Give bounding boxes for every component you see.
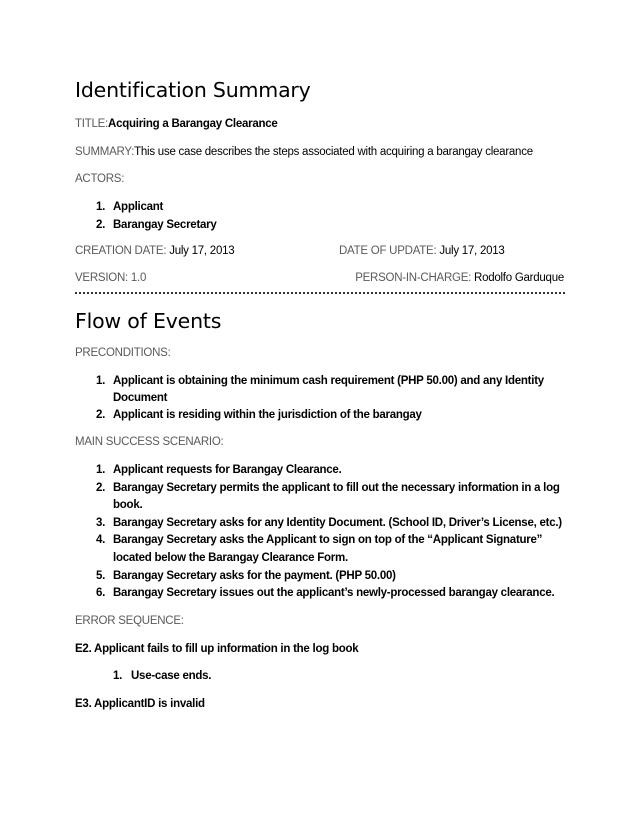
- actors-label: ACTORS:: [75, 173, 125, 185]
- scenario-item: Barangay Secretary asks the Applicant to sign on top of the “Applicant Signature”: [113, 534, 543, 546]
- actor-number: 1.: [96, 201, 106, 213]
- person-in-charge-value: Rodolfo Garduque: [471, 272, 564, 284]
- summary-value: This use case describes the steps associated with acquiring a barangay clearance: [134, 146, 533, 158]
- scenario-item: Barangay Secretary asks for the payment. (PHP 50.00): [113, 570, 396, 582]
- preconditions-label: PRECONDITIONS:: [75, 347, 171, 359]
- scenario-item-cont: located below the Barangay Clearance Form.: [113, 552, 348, 564]
- update-date-line: [339, 245, 505, 257]
- scenario-item-cont: book.: [113, 499, 143, 511]
- section-divider: [75, 292, 565, 294]
- creation-date-label: CREATION DATE:: [75, 245, 167, 257]
- update-date-value: July 17, 2013: [436, 245, 505, 257]
- error-step-item: Use-case ends.: [131, 670, 212, 682]
- update-date-label: DATE OF UPDATE:: [339, 245, 437, 257]
- person-in-charge-line: [355, 272, 564, 284]
- error-e2-title: E2. Applicant fails to fill up information in the log book: [75, 643, 359, 655]
- error-sequence-label: ERROR SEQUENCE:: [75, 615, 184, 627]
- identification-summary-heading: Identification Summary: [75, 78, 311, 102]
- precondition-number: 2.: [96, 409, 106, 421]
- actor-item: Barangay Secretary: [113, 219, 217, 231]
- flow-of-events-heading: Flow of Events: [75, 309, 222, 333]
- error-e3-title: E3. ApplicantID is invalid: [75, 698, 205, 710]
- scenario-item: Applicant requests for Barangay Clearance.: [113, 464, 342, 476]
- scenario-number: 4.: [96, 534, 106, 546]
- scenario-item: Barangay Secretary issues out the applicant’s newly-processed barangay clearance.: [113, 587, 555, 599]
- scenario-number: 6.: [96, 587, 106, 599]
- actor-item: Applicant: [113, 201, 164, 213]
- summary-label: SUMMARY:: [75, 146, 135, 158]
- error-step-number: 1.: [113, 670, 123, 682]
- title-line: [75, 118, 278, 130]
- title-label: TITLE:: [75, 118, 109, 130]
- main-success-scenario-label: MAIN SUCCESS SCENARIO:: [75, 436, 224, 448]
- precondition-number: 1.: [96, 375, 106, 387]
- precondition-item: Applicant is obtaining the minimum cash requirement (PHP 50.00) and any Identity: [113, 375, 544, 387]
- precondition-item-cont: Document: [113, 392, 168, 404]
- person-in-charge-label: PERSON-IN-CHARGE:: [355, 272, 472, 284]
- scenario-number: 1.: [96, 464, 106, 476]
- version-label: VERSION: 1.0: [75, 272, 147, 284]
- actor-number: 2.: [96, 219, 106, 231]
- creation-date-line: [75, 245, 234, 257]
- scenario-number: 2.: [96, 482, 106, 494]
- precondition-item: Applicant is residing within the jurisdiction of the barangay: [113, 409, 422, 421]
- creation-date-value: July 17, 2013: [166, 245, 235, 257]
- scenario-item: Barangay Secretary asks for any Identity Document. (School ID, Driver’s License, etc.): [113, 517, 562, 529]
- summary-line: [75, 146, 533, 158]
- scenario-number: 5.: [96, 570, 106, 582]
- title-value: Acquiring a Barangay Clearance: [108, 118, 278, 130]
- scenario-number: 3.: [96, 517, 106, 529]
- scenario-item: Barangay Secretary permits the applicant to fill out the necessary information in a log: [113, 482, 560, 494]
